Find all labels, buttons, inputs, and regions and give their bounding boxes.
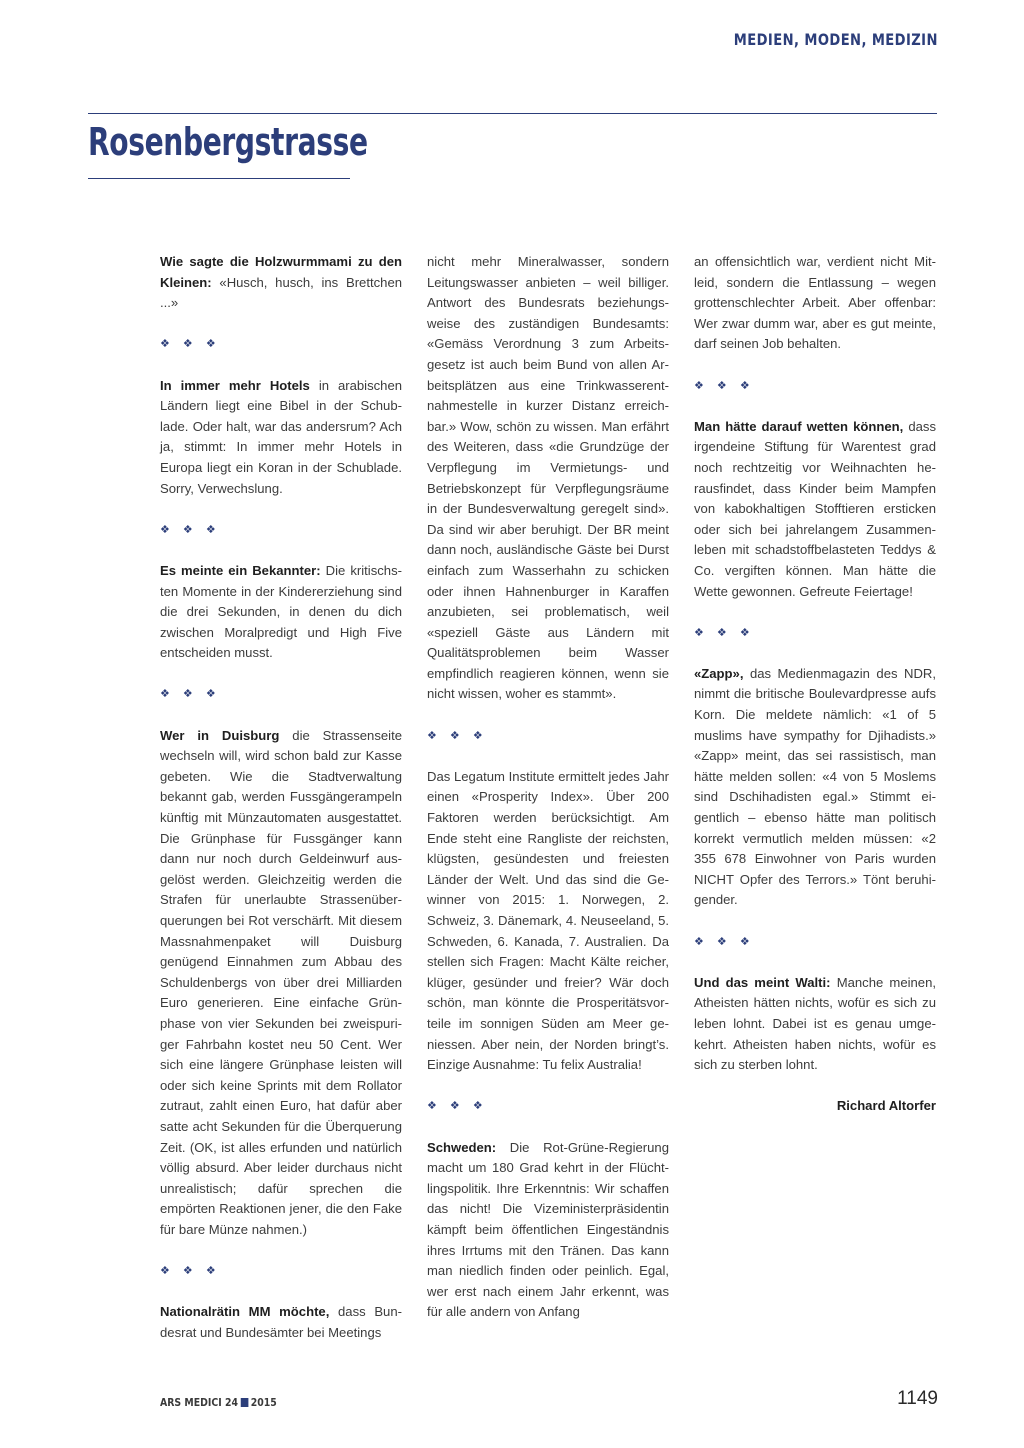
column-3 bbox=[694, 252, 936, 1138]
author-signature: Richard Altorfer bbox=[836, 1098, 936, 1114]
paragraph bbox=[694, 417, 936, 602]
page-number: 1149 bbox=[897, 1388, 938, 1409]
column-1 bbox=[160, 252, 402, 1364]
paragraph-text: Die kritischsten Momente in der Kindererziehung sind die drei Sekunden, in denen du dich zwischen Moralpredigt und High Five entscheiden musst. bbox=[160, 562, 402, 661]
paragraph-lead: In immer mehr Hotels bbox=[160, 377, 310, 393]
paragraph-text: Das Legatum Institute ermittelt jedes Jahr einen «Prosperity Index». Über 200 Faktoren werden berücksichtigt. Am Ende steht eine Rangliste der reichsten, klügsten, gesündesten und freiesten Länder der Welt. Und das sind die Gewinner von 2015: 1. Norwegen, 2. Schweiz, 3. Dänemark, 4. Neuseeland, 5. Schweden, 6. Kanada, 7. Australien. Da stellen sich Fragen: Macht Kälte reicher, klüger, gesünder und freier? Wär doch schön, man könnte die Prosperitätsvorteile im sonnigen Süden am Meer geniessen. Aber nein, der Norden bringt’s. Einzige Ausnahme: Tu felix Australia! bbox=[427, 768, 669, 1073]
paragraph bbox=[694, 664, 936, 911]
paragraph bbox=[427, 252, 669, 705]
separator-ornament: ❖ ❖ ❖ bbox=[160, 523, 221, 536]
paragraph bbox=[160, 376, 402, 500]
separator-ornament: ❖ ❖ ❖ bbox=[160, 338, 221, 351]
paragraph-text: Manche meinen, Atheisten hätten nichts, wofür es sich zu leben lohnt. Dabei ist es genau umgekehrt. Atheisten haben nichts, wofür es sich zu sterben lohnt. bbox=[694, 974, 936, 1073]
paragraph-text: das Medienmagazin des NDR, nimmt die britische Boulevardpresse aufs Korn. Die meldete nämlich: «1 of 5 muslims have sympathy for Djihadists.» «Zapp» meint, das sei rassistisch, man hätte melden sollen: «4 von 5 Moslems sind Dschihadisten egal.» Stimmt eigentlich – ebenso hätte man politisch korrekt vermutlich melden müssen: «2 355 678 Einwohner von Paris wurden NICHT Opfer des Terrors.» Tönt beruhigender. bbox=[694, 665, 937, 908]
paragraph-lead: «Zapp», bbox=[694, 665, 744, 681]
paragraph bbox=[427, 767, 669, 1076]
paragraph-text: dass Bundesrat und Bundesämter bei Meetings bbox=[160, 1304, 402, 1340]
paragraph-lead: Schweden: bbox=[427, 1139, 497, 1155]
paragraph bbox=[160, 252, 402, 314]
paragraph bbox=[694, 252, 936, 355]
paragraph-text: «Husch, husch, ins Brettchen ...» bbox=[160, 274, 403, 311]
paragraph-lead: Wer in Duisburg bbox=[160, 727, 280, 743]
separator-ornament: ❖ ❖ ❖ bbox=[694, 935, 755, 948]
paragraph-lead: Wie sagte die Holzwurmmami zu den Kleinen: bbox=[160, 254, 402, 290]
paragraph bbox=[427, 1138, 669, 1323]
separator-ornament: ❖ ❖ ❖ bbox=[694, 379, 755, 392]
paragraph bbox=[160, 561, 402, 664]
separator-ornament: ❖ ❖ ❖ bbox=[427, 729, 488, 742]
journal-year: 2015 bbox=[250, 1396, 277, 1409]
separator-ornament: ❖ ❖ ❖ bbox=[427, 1100, 488, 1113]
paragraph-lead: Man hätte darauf wetten können, bbox=[694, 418, 904, 434]
paragraph-text: an offensichtlich war, verdient nicht Mitleid, sondern die Entlassung – wegen grottenschlechter Arbeit. Aber offenbar: Wer zwar dumm war, aber es gut meinte, darf seinen Job behalten. bbox=[694, 254, 936, 352]
footer-journal bbox=[160, 1396, 277, 1409]
separator-ornament: ❖ ❖ ❖ bbox=[694, 626, 755, 639]
title-underline bbox=[88, 178, 350, 179]
separator-ornament: ❖ ❖ ❖ bbox=[160, 1265, 221, 1278]
section-label: MEDIEN, MODEN, MEDIZIN bbox=[733, 30, 938, 49]
paragraph-text: Die Rot-Grüne-Regierung macht um 180 Grad kehrt in der Flüchtlingspolitik. Ihre Erkenntnis: Wir schaffen das nicht! Die Vizeministerpräsidentin kämpft beim öffentlichen Eingeständnis ihres Irrtums mit den Tränen. Das kann man niedlich finden oder peinlich. Egal, wer erst nach einem Jahr erkennt, was für alle andern von Anfang bbox=[427, 1139, 669, 1320]
column-2 bbox=[427, 252, 669, 1343]
top-divider bbox=[88, 113, 937, 114]
paragraph-lead: Und das meint Walti: bbox=[694, 974, 831, 990]
separator-ornament: ❖ ❖ ❖ bbox=[160, 688, 221, 701]
page-title: Rosenbergstrasse bbox=[88, 120, 368, 164]
paragraph bbox=[160, 1302, 402, 1343]
paragraph bbox=[160, 726, 402, 1241]
paragraph bbox=[694, 973, 936, 1076]
paragraph-text: die Strassenseite wechseln will, wird schon bald zur Kasse gebeten. Wie die Stadtverwaltung bekannt gab, werden Fussgängerampeln künftig mit Münzautomaten ausgestattet. Die Grünphase für Fussgänger kann dann nur noch durch Geldeinwurf ausgelöst werden. Gleichzeitig werden die Strafen für unerlaubte Strassenüberquerungen bei Rot verschärft. Mit diesem Massnahmenpaket will Duisburg genügend Einnahmen zum Abbau des Schuldenbergs von über drei Milliarden Euro generieren. Eine einfache Grünphase von vier Sekunden bei zweispuriger Fahrbahn kostet neu 50 Cent. Wer sich eine längere Grünphase leisten will oder sich keine Sprints mit dem Rollator zutraut, zahlt einen Euro, hat dafür aber satte acht Sekunden für die Überquerung Zeit. (OK, ist alles erfunden und natürlich völlig absurd. Aber leider durchaus nicht unrealistisch; dafür sprechen die empörten Reaktionen jener, die den Fake für bare Münze nahmen.) bbox=[160, 727, 402, 1237]
square-bullet-icon bbox=[241, 1398, 249, 1407]
paragraph-lead: Nationalrätin MM möchte, bbox=[160, 1304, 330, 1320]
paragraph-text: dass irgendeine Stiftung für Warentest grad noch rechtzeitig vor Weihnachten herausfindet, dass Kinder beim Mampfen von kabokhaltigen Stofftieren ersticken oder sich bei jahrelangem Zusammenleben mit schadstoffbelasteten Teddys & Co. vergiften können. Man hätte die Wette gewonnen. Gefreute Feiertage! bbox=[694, 418, 937, 599]
paragraph-text: in arabischen Ländern liegt eine Bibel in der Schublade. Oder halt, war das andersrum? Ach ja, stimmt: In immer mehr Hotels in Europa liegt ein Koran in der Schublade. Sorry, Verwechslung. bbox=[160, 377, 403, 496]
paragraph-lead: Es meinte ein Bekannter: bbox=[160, 562, 321, 578]
journal-name: ARS MEDICI 24 bbox=[160, 1396, 238, 1409]
paragraph-text: nicht mehr Mineralwasser, sondern Leitungswasser anbieten – weil billiger. Antwort des Bundesrats beziehungsweise des zuständigen Bundesamts: «Gemäss Verordnung 3 zum Arbeitsgesetz ist auch beim Bund von allen Arbeitsplätzen aus eine Trinkwasserentnahmestelle in kurzer Distanz erreichbar.» Wow, schön zu wissen. Man erfährt des Weiteren, dass «die Grundzüge der Verpflegung im Vermietungs- und Betriebskonzept für Verpflegungsräume in der Bundesverwaltung geregelt sind». Da sind wir aber beruhigt. Der BR meint dann noch, ausländische Gäste bei Durst einfach zum Wasserhahn zu schicken oder ihnen Hahnenburger in Karaffen anzubieten, sei problematisch, weil «speziell Gäste aus Ländern mit Qualitätsproblemen beim Wasser empfindlich reagieren können, wenn sie nicht wissen, woher es stammt». bbox=[427, 254, 669, 702]
